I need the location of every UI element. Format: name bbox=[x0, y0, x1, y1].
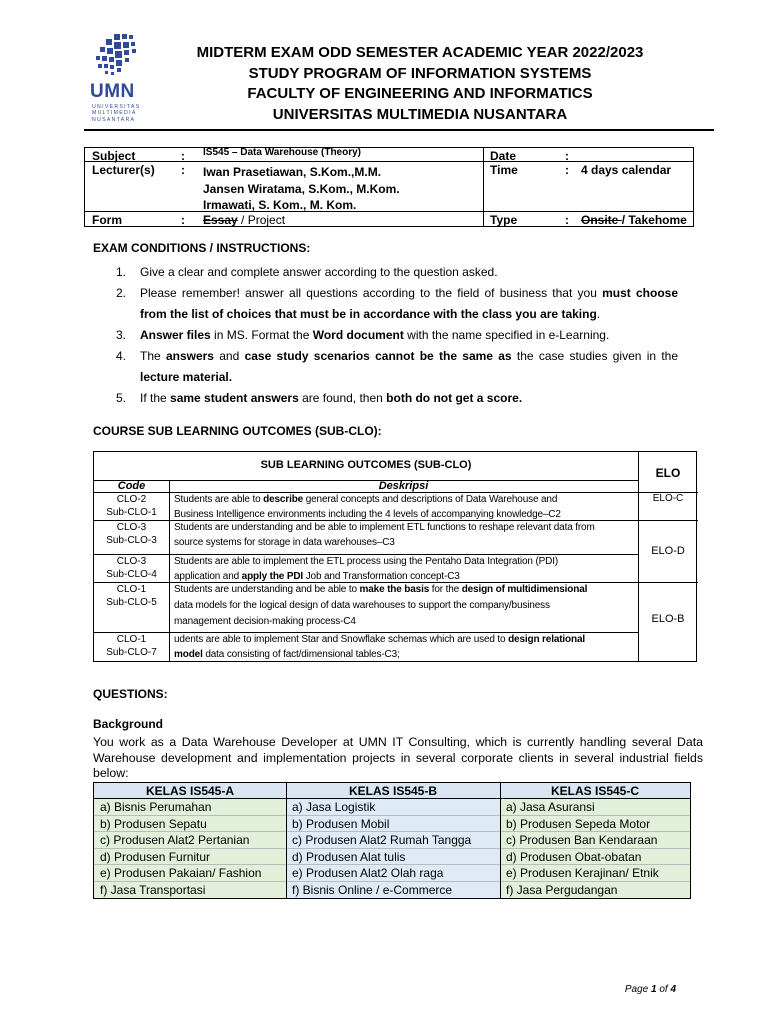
instruction-number: 5. bbox=[116, 391, 127, 405]
clo-code: CLO-3 Sub-CLO-4 bbox=[106, 556, 157, 580]
form-label: Form bbox=[92, 213, 122, 227]
form-value: Essay / Project bbox=[203, 213, 286, 227]
umn-logo-dots-icon bbox=[92, 34, 140, 76]
time-value: 4 days calendar bbox=[581, 163, 672, 177]
umn-logo bbox=[84, 34, 148, 123]
industry-option: c) Produsen Ban Kendaraan bbox=[500, 832, 690, 849]
industry-option: c) Produsen Alat2 Rumah Tangga bbox=[286, 832, 500, 849]
desc-header: Deskripsi bbox=[378, 480, 429, 492]
class-column bbox=[500, 783, 690, 898]
instruction-item bbox=[93, 388, 678, 409]
title-line: FACULTY OF ENGINEERING AND INFORMATICS bbox=[247, 85, 593, 102]
class-column bbox=[286, 783, 500, 898]
title-line: STUDY PROGRAM OF INFORMATION SYSTEMS bbox=[248, 64, 592, 82]
subject-label: Subject bbox=[92, 149, 136, 163]
clo-description: udents are able to implement Star and Snowflake schemas which are used to design relational model data consisting of fact/dimensional tables-C3; bbox=[174, 634, 586, 660]
logo-subtitle: UNIVERSITAS MULTIMEDIA NUSANTARA bbox=[92, 104, 141, 123]
instruction-number: 4. bbox=[116, 349, 127, 363]
background-heading: Background bbox=[93, 717, 164, 731]
clo-description: Students are able to implement the ETL process using the Pentaho Data Integration (PDI) application and apply the PDI Job and Transformation concept-C3 bbox=[174, 556, 559, 582]
instruction-item bbox=[93, 283, 678, 325]
industry-option: e) Produsen Alat2 Olah raga bbox=[286, 865, 500, 882]
column-separator bbox=[500, 783, 501, 898]
class-options-table bbox=[93, 782, 691, 899]
exam-info-table: Subject : IS545 – Data Warehouse (Theory) Lecturer(s) : Iwan Prasetiawan, S.Kom.,M.M. Jansen Wiratama, S.Kom., M.Kom. Irmawati, S. Kom., M. Kom. Form : Essay / Project Date : Time : 4 days calendar Type : Onsite / Takehome bbox=[84, 147, 694, 227]
industry-option: c) Produsen Alat2 Pertanian bbox=[94, 832, 286, 849]
elo-value: ELO-C bbox=[652, 493, 684, 504]
questions-heading: QUESTIONS: bbox=[93, 687, 168, 701]
instruction-item bbox=[93, 325, 678, 346]
clo-table bbox=[93, 451, 697, 662]
page-number: Page 1 of 4 bbox=[624, 984, 676, 995]
instruction-number: 2. bbox=[116, 286, 127, 300]
instruction-number: 3. bbox=[116, 328, 127, 342]
industry-option: e) Produsen Pakaian/ Fashion bbox=[94, 865, 286, 882]
class-column-header: KELAS IS545-C bbox=[500, 783, 690, 799]
industry-option: b) Produsen Mobil bbox=[286, 816, 500, 833]
clo-description: Students are understanding and be able to make the basis for the design of multidimensional data models for the logical design of data warehouses to support the company/business management decision-making process-C4 bbox=[174, 584, 588, 627]
instruction-item bbox=[93, 346, 678, 388]
type-value: Onsite / Takehome bbox=[581, 213, 687, 227]
instruction-text: Please remember! answer all questions according to the field of business that you must choose from the list of choices that must be in accordance with the class you are taking. bbox=[140, 286, 678, 321]
elo-value: ELO-B bbox=[651, 613, 685, 625]
clo-code: CLO-1 Sub-CLO-5 bbox=[106, 584, 157, 608]
logo-wordmark: UMN bbox=[90, 81, 135, 102]
industry-option: f) Bisnis Online / e-Commerce bbox=[292, 882, 453, 897]
industry-option: a) Jasa Logistik bbox=[286, 799, 500, 816]
industry-option: e) Produsen Kerajinan/ Etnik bbox=[500, 865, 690, 882]
lecturer-label: Lecturer(s) bbox=[92, 163, 155, 177]
instructions-list bbox=[93, 262, 678, 409]
industry-option: f) Jasa Pergudangan bbox=[506, 882, 618, 897]
elo-header: ELO bbox=[655, 466, 681, 480]
industry-option: b) Produsen Sepeda Motor bbox=[500, 816, 690, 833]
code-header: Code bbox=[117, 480, 146, 492]
time-label: Time bbox=[490, 163, 518, 177]
title-line: MIDTERM EXAM ODD SEMESTER ACADEMIC YEAR 2022/2023 bbox=[196, 44, 644, 61]
class-column-header: KELAS IS545-B bbox=[286, 783, 500, 799]
title-line: UNIVERSITAS MULTIMEDIA NUSANTARA bbox=[272, 105, 568, 123]
type-label: Type bbox=[490, 213, 518, 227]
exam-title bbox=[170, 43, 670, 125]
elo-value: ELO-D bbox=[651, 545, 685, 557]
header-divider bbox=[84, 129, 714, 131]
clo-description: Students are able to describe general concepts and descriptions of Data Warehouse and Business Intelligence environments including the 4 levels of accompanying knowledge–C2 bbox=[174, 494, 561, 520]
clo-heading: COURSE SUB LEARNING OUTCOMES (SUB-CLO): bbox=[93, 424, 382, 438]
instruction-text: Answer files in MS. Format the Word document with the name specified in e-Learning. bbox=[140, 328, 610, 342]
instruction-item bbox=[93, 262, 678, 283]
clo-code: CLO-3 Sub-CLO-3 bbox=[106, 522, 157, 546]
instructions-heading: EXAM CONDITIONS / INSTRUCTIONS: bbox=[93, 241, 311, 255]
instruction-text: The answers and case study scenarios cannot be the same as the case studies given in the lecture material. bbox=[140, 349, 678, 384]
industry-option: a) Bisnis Perumahan bbox=[94, 799, 286, 816]
industry-option: d) Produsen Furnitur bbox=[94, 849, 286, 866]
class-column bbox=[94, 783, 286, 898]
instruction-text: Give a clear and complete answer according to the question asked. bbox=[140, 265, 498, 279]
subject-value: IS545 – Data Warehouse (Theory) bbox=[203, 147, 362, 158]
industry-option: b) Produsen Sepatu bbox=[94, 816, 286, 833]
industry-option: f) Jasa Transportasi bbox=[100, 882, 206, 897]
clo-description: Students are understanding and be able to implement ETL functions to reshape relevant data from source systems for storage in data warehouses–C3 bbox=[174, 522, 595, 548]
class-column-header: KELAS IS545-A bbox=[94, 783, 286, 799]
column-separator bbox=[286, 783, 287, 898]
industry-option: a) Jasa Asuransi bbox=[500, 799, 690, 816]
instruction-number: 1. bbox=[116, 265, 127, 279]
clo-code: CLO-1 Sub-CLO-7 bbox=[106, 634, 157, 658]
clo-code: CLO-2 Sub-CLO-1 bbox=[106, 494, 157, 518]
clo-table-title: SUB LEARNING OUTCOMES (SUB-CLO) bbox=[260, 459, 472, 471]
date-label: Date bbox=[490, 149, 517, 163]
industry-option: d) Produsen Obat-obatan bbox=[500, 849, 690, 866]
instruction-text: If the same student answers are found, then both do not get a score. bbox=[140, 391, 523, 405]
industry-option: d) Produsen Alat tulis bbox=[286, 849, 500, 866]
background-paragraph: You work as a Data Warehouse Developer at UMN IT Consulting, which is currently handling several Data Warehouse development and implementation projects in several corporate clients in several industrial fields below: bbox=[93, 735, 703, 780]
lecturer-list: Iwan Prasetiawan, S.Kom.,M.M. Jansen Wiratama, S.Kom., M.Kom. Irmawati, S. Kom., M. Kom. bbox=[203, 165, 400, 212]
